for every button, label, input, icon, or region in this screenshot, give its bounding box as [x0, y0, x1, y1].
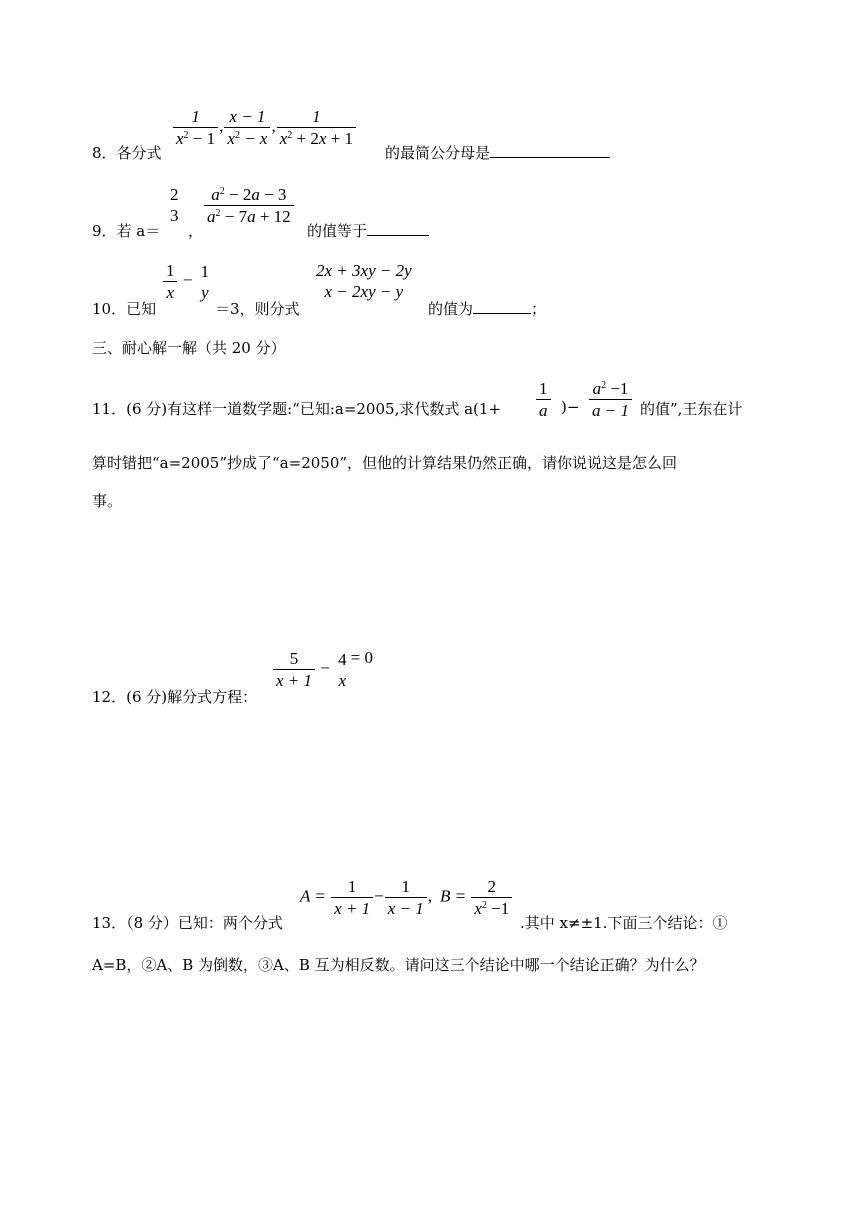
q9-expression: $\frac{a^2 - 2a - 3}{a^2 - 7a + 12}$ [203, 184, 295, 227]
q11-fraction-2: $\frac{a^2 -1}{a - 1}$ [588, 378, 633, 421]
q10-expression: 2x + 3xy − 2y x − 2xy − y [316, 261, 412, 301]
q13-A-definition: A = $\frac{1}{x + 1}$ − $\frac{1}{x - 1}$ , [300, 877, 432, 918]
q8-suffix: 的最简公分母是 [385, 142, 610, 163]
q10-suffix: 的值为 ； [428, 300, 547, 318]
q11-line2: 算时错把“a=2005”抄成了“a=2050”，但他的计算结果仍然正确，请你说说这是怎么回 [92, 454, 678, 472]
section-heading: 三、耐心解一解（共 20 分） [92, 339, 286, 357]
q11-prefix: 11．(6 分)有这样一道数学题:“已知:a=2005,求代数式 a(1+ [92, 400, 502, 418]
q8-fraction-2: $\frac{x - 1}{x^2 - x}$ [224, 106, 270, 149]
q8-fractions: $\frac{1}{x^2 - 1}$ , $\frac{x - 1}{x^2 - x}$ , $\frac{1}{x^2 + 2x + 1}$ [172, 106, 357, 149]
answer-blank[interactable] [367, 223, 429, 236]
q11-line3: 事。 [92, 492, 123, 510]
q11-fraction-1: $\frac{1}{a}$ [535, 378, 552, 421]
q13-prefix: 13．（8 分）已知：两个分式 [92, 914, 283, 932]
q8-prefix: 8．各分式 [92, 144, 162, 162]
q10-condition: $\frac{1}{x}$ − 1 y [162, 260, 213, 303]
q13-line2: A=B，②A、B 为倒数，③A、B 互为相反数。请问这三个结论中哪一个结论正确？为什么？ [92, 956, 705, 974]
q13-B-definition: B = $\frac{2}{x^2 -1}$ [440, 876, 513, 919]
q12-equation: $\frac{5}{x + 1}$ − 4 x = 0 [272, 648, 373, 691]
q10-prefix: 10．已知 [92, 300, 157, 318]
q8-fraction-3: $\frac{1}{x^2 + 2x + 1}$ [277, 106, 356, 149]
answer-blank[interactable] [490, 145, 610, 158]
q11-minus: )− [561, 398, 580, 416]
q10-eq: ＝3，则分式 [215, 300, 300, 318]
q8-fraction-1: $\frac{1}{x^2 - 1}$ [173, 106, 218, 149]
q9-value-fraction: 2 3 [170, 185, 179, 225]
q13-after: .其中 x≠±1.下面三个结论：① [520, 914, 728, 932]
q9-comma: ， [188, 222, 204, 240]
q12-prefix: 12．(6 分)解分式方程： [92, 688, 258, 706]
q9-suffix: 的值等于 [307, 220, 429, 241]
q9-prefix: 9．若 a＝ [92, 222, 161, 240]
answer-blank[interactable] [473, 301, 531, 314]
q11-after: 的值”,王东在计 [640, 400, 743, 418]
